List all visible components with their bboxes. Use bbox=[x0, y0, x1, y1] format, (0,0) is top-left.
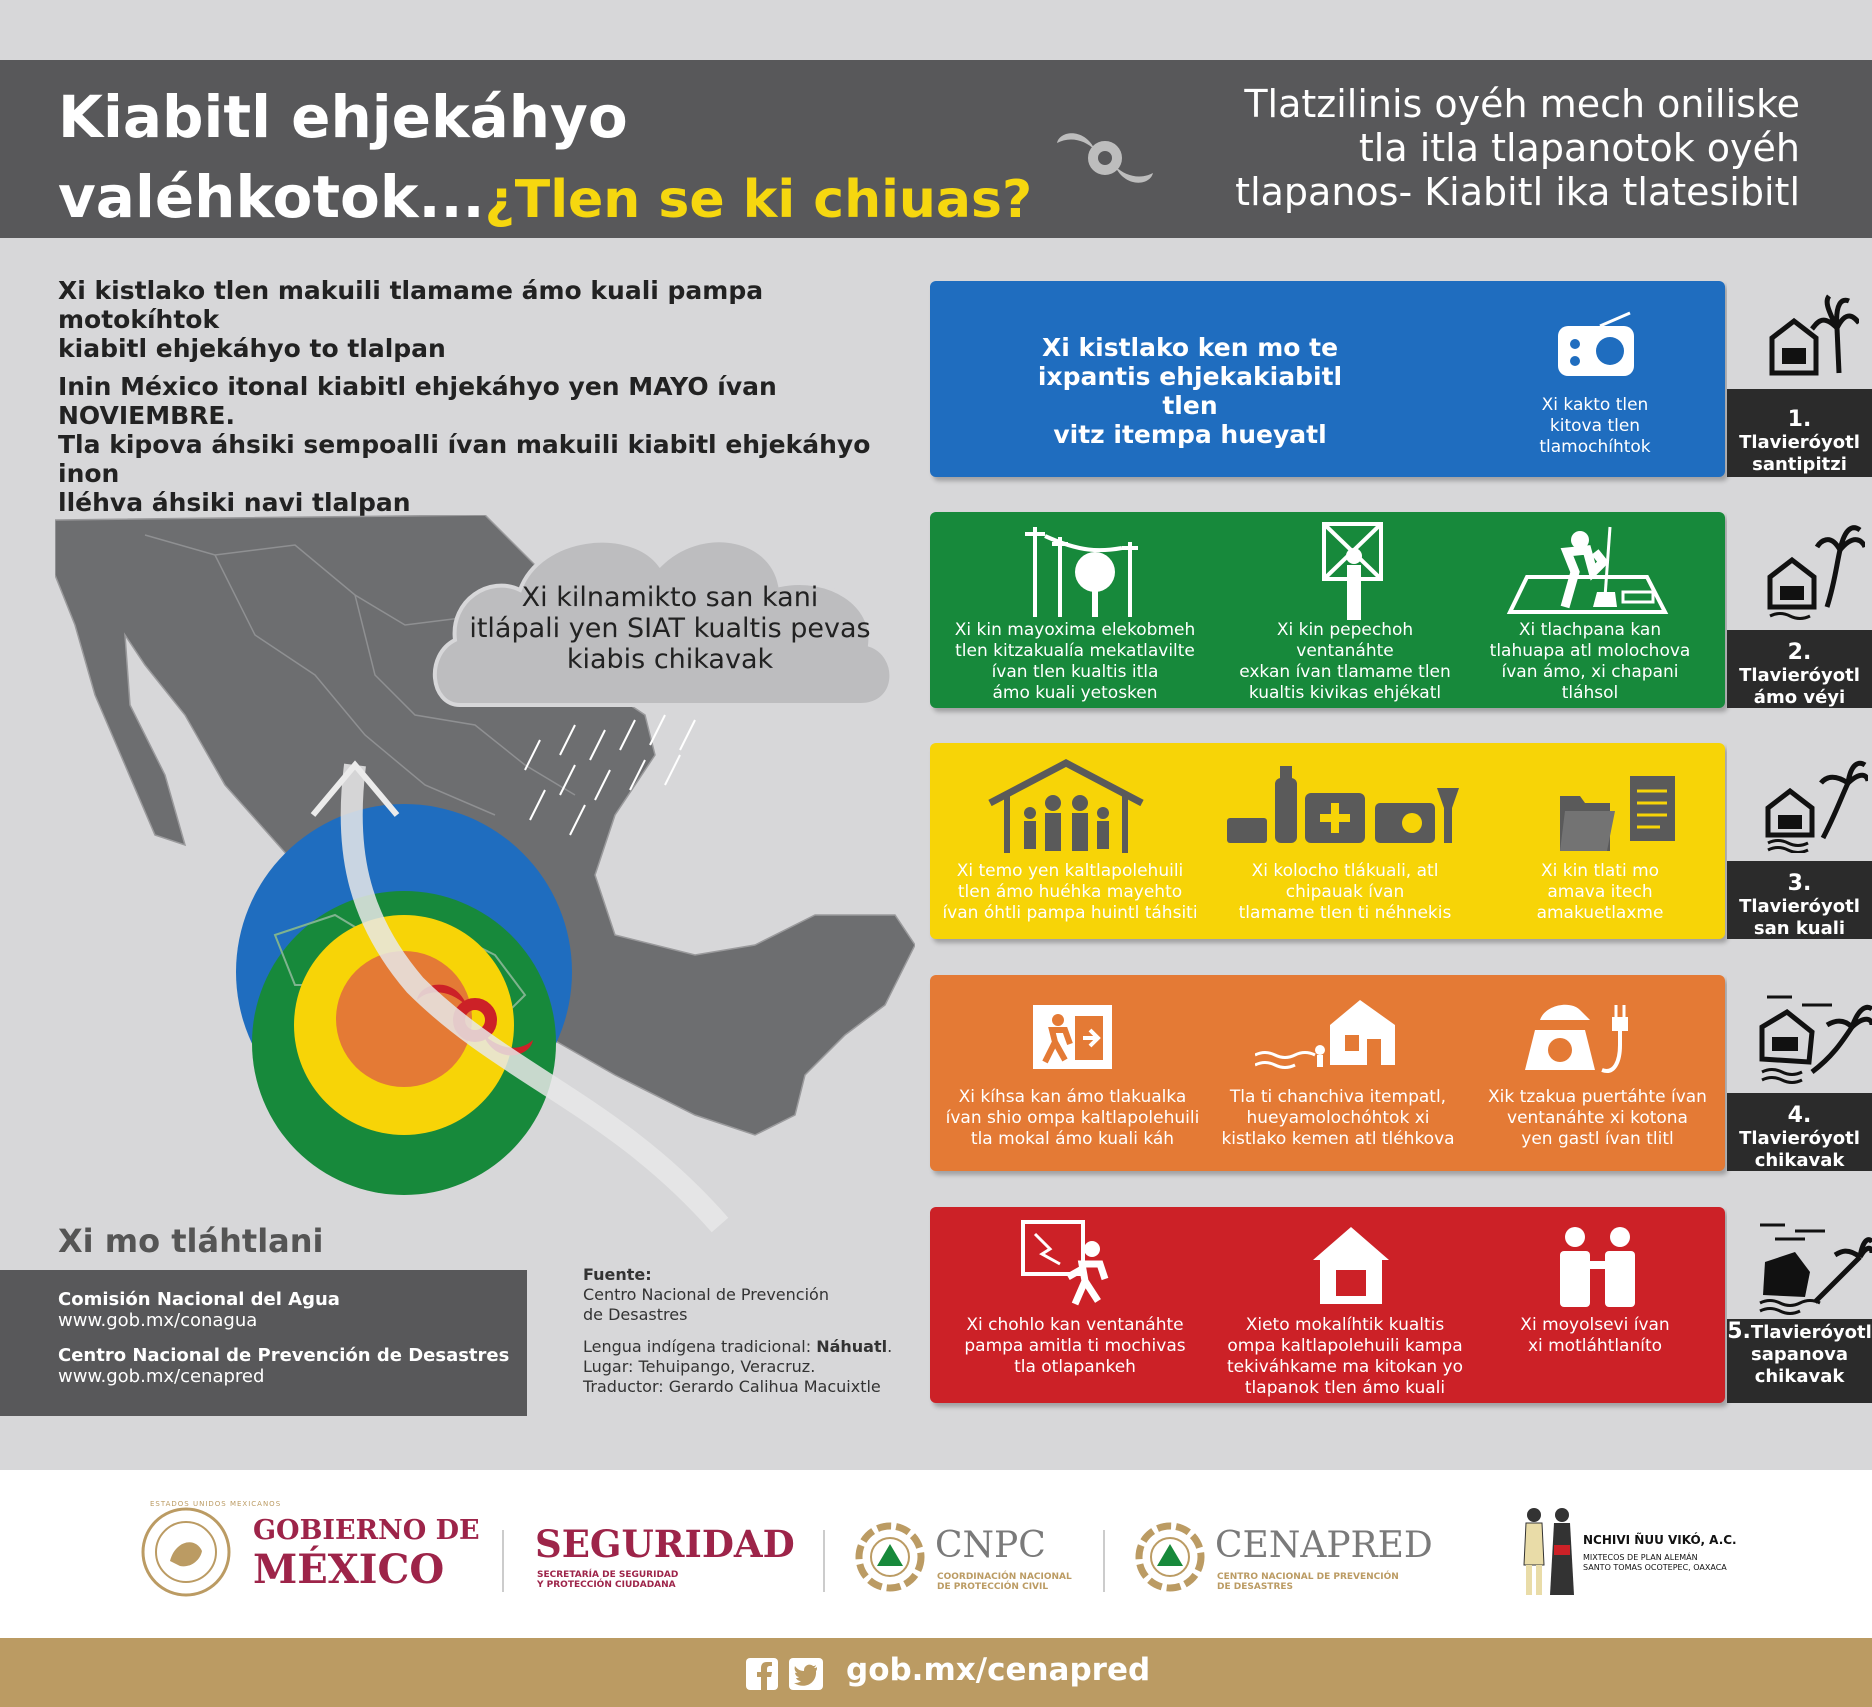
level-2-label: 2. Tlavieróyotl ámo véyi bbox=[1727, 630, 1872, 708]
support-people-icon bbox=[1550, 1225, 1645, 1307]
level-5-item-1: Xi chohlo kan ventanáhte pampa amitla ti mochivas tla otlapankeh bbox=[964, 1315, 1186, 1377]
contact-org-conagua: Comisión Nacional del Agua bbox=[58, 1289, 340, 1310]
level-3-item-1: Xi temo yen kaltlapolehuili tlen ámo huéhka mayehto ívan óhtli pampa huintl táhsiti bbox=[942, 861, 1198, 923]
level-1-item-1: Xi kakto tlen kitova tlen tlamochíhtok bbox=[1539, 395, 1651, 457]
level-1-tab bbox=[1727, 281, 1872, 477]
intro-line: Xi kistlako tlen makuili tlamame ámo kuali pampa motokíhtok bbox=[58, 276, 764, 334]
house-palm-calm-icon bbox=[1767, 293, 1859, 377]
house-palm-wind-icon bbox=[1765, 522, 1865, 622]
power-lines-tree-icon bbox=[1020, 522, 1145, 622]
source-org: de Desastres bbox=[583, 1305, 688, 1324]
seal-lettering: ESTADOS UNIDOS MEXICANOS bbox=[150, 1500, 282, 1508]
source-label: Fuente: bbox=[583, 1265, 652, 1284]
documents-folder-icon bbox=[1555, 771, 1680, 856]
level-2-tab bbox=[1727, 512, 1872, 708]
level-3-item-2: Xi kolocho tlákuali, atl chipauak ívan tlamame tlen ti néhnekis bbox=[1238, 861, 1452, 923]
contact-link-conagua[interactable]: www.gob.mx/conagua bbox=[58, 1310, 258, 1331]
mexico-seal-icon bbox=[140, 1506, 232, 1598]
cenapred-sub: CENTRO NACIONAL DE PREVENCIÓN DE DESASTRES bbox=[1217, 1572, 1399, 1592]
cenapred-emblem-icon bbox=[1135, 1522, 1205, 1592]
gas-electric-shutoff-icon bbox=[1520, 995, 1640, 1080]
flooded-house-icon bbox=[1255, 995, 1415, 1075]
twitter-icon[interactable] bbox=[789, 1658, 823, 1690]
title-question: ¿Tlen se ki chiuas? bbox=[484, 170, 1033, 230]
source-org: Centro Nacional de Prevención bbox=[583, 1285, 829, 1304]
level-3-tab bbox=[1727, 743, 1872, 939]
level-3-card bbox=[930, 743, 1725, 939]
footer-url-link[interactable]: gob.mx/cenapred bbox=[846, 1652, 1151, 1688]
shelter-family-icon bbox=[985, 758, 1147, 858]
level-5-tab bbox=[1727, 1207, 1872, 1403]
gob-logo-line1: GOBIERNO DE bbox=[253, 1515, 480, 1546]
source-credits bbox=[583, 1265, 913, 1397]
level-5-item-2: Xieto mokalíhtik kualtis ompa kaltlapolehuili kampa tekiváhkame ma kitokan yo tlapanok tlen ámo kuali bbox=[1227, 1315, 1463, 1398]
house-palm-extreme-icon bbox=[1755, 1217, 1872, 1317]
level-1-headline: Xi kistlako ken mo te ixpantis ehjekakiabitl tlen vitz itempa hueyatl bbox=[1037, 333, 1343, 449]
house-palm-strong-wind-icon bbox=[1763, 753, 1868, 853]
intro-paragraph-2 bbox=[58, 372, 918, 517]
source-place: Lugar: Tehuipango, Veracruz. bbox=[583, 1357, 816, 1376]
window-shatter-run-icon bbox=[1020, 1219, 1115, 1309]
intro-line: lléhva áhsiki navi tlalpan bbox=[58, 488, 411, 517]
title-line-2 bbox=[58, 163, 1033, 231]
level-4-card bbox=[930, 975, 1725, 1171]
level-5-card bbox=[930, 1207, 1725, 1403]
intro-line: Tla kipova áhsiki sempoalli ívan makuili kiabitl ehjekáhyo inon bbox=[58, 430, 871, 488]
contact-org-cenapred: Centro Nacional de Prevención de Desastres bbox=[58, 1345, 510, 1366]
intro-line: kiabitl ehjekáhyo to tlalpan bbox=[58, 334, 446, 363]
source-translator: Traductor: Gerardo Calihua Macuixtle bbox=[583, 1377, 881, 1396]
hurricane-symbol-icon bbox=[1055, 118, 1155, 194]
level-4-item-1: Xi kíhsa kan ámo tlakualka ívan shio ompa kaltlapolehuili tla mokal ámo kuali káh bbox=[945, 1087, 1200, 1149]
house-shelter-icon bbox=[1310, 1222, 1392, 1307]
level-1-label: 1. Tlavieróyotl santipitzi bbox=[1727, 389, 1872, 477]
level-3-item-3: Xi kin tlati mo amava itech amakuetlaxme bbox=[1536, 861, 1664, 923]
level-1-card bbox=[930, 281, 1725, 477]
subtitle-line: tla itla tlapanotok oyéh bbox=[1358, 126, 1800, 170]
cnpc-sub: COORDINACIÓN NACIONAL DE PROTECCIÓN CIVIL bbox=[937, 1572, 1072, 1592]
supplies-kit-icon bbox=[1227, 763, 1462, 848]
cloud-message bbox=[455, 582, 885, 675]
house-palm-storm-icon bbox=[1757, 987, 1872, 1087]
indigenous-couple-icon bbox=[1518, 1505, 1580, 1600]
title-white-part: valéhkotok... bbox=[58, 163, 485, 231]
cnpc-emblem-icon bbox=[855, 1522, 925, 1592]
level-5-label: 5.Tlavieróyotl sapanova chikavak bbox=[1727, 1319, 1872, 1403]
seguridad-sub: SECRETARÍA DE SEGURIDAD Y PROTECCIÓN CIUDADANA bbox=[537, 1570, 679, 1590]
boarded-window-person-icon bbox=[1320, 520, 1385, 620]
cloud-line: Xi kilnamikto san kani bbox=[521, 582, 819, 613]
seguridad-logo: SEGURIDAD bbox=[535, 1522, 795, 1566]
evacuate-exit-icon bbox=[1030, 1002, 1115, 1072]
radio-icon bbox=[1555, 311, 1637, 381]
ong-sub: MIXTECOS DE PLAN ALEMÁN SANTO TOMAS OCOTEPEC, OAXACA bbox=[1583, 1553, 1727, 1572]
sweeping-drain-icon bbox=[1505, 522, 1670, 617]
subtitle-line: tlapanos- Kiabitl ika tlatesibitl bbox=[1235, 170, 1800, 214]
cloud-line: kiabis chikavak bbox=[566, 644, 774, 675]
cnpc-logo: CNPC bbox=[935, 1525, 1046, 1566]
title-line-1: Kiabitl ehjekáhyo bbox=[58, 83, 628, 151]
level-2-item-3: Xi tlachpana kan tlahuapa atl molochova ívan ámo, xi chapani tláhsol bbox=[1489, 620, 1691, 703]
gob-logo-line2: MÉXICO bbox=[253, 1546, 445, 1593]
level-4-label: 4. Tlavieróyotl chikavak bbox=[1727, 1093, 1872, 1171]
level-4-item-2: Tla ti chanchiva itempatl, hueyamolochóhtok xi kistlako kemen atl tléhkova bbox=[1221, 1087, 1455, 1149]
level-2-item-1: Xi kin mayoxima elekobmeh tlen kitzakualía mekatlavilte ívan tlen kualtis itla ámo kuali yetosken bbox=[954, 620, 1196, 703]
intro-line: Inin México itonal kiabitl ehjekáhyo yen MAYO ívan NOVIEMBRE. bbox=[58, 372, 777, 430]
facebook-icon[interactable] bbox=[746, 1658, 778, 1690]
intro-paragraph-1 bbox=[58, 276, 918, 363]
level-3-label: 3. Tlavieróyotl san kuali bbox=[1727, 861, 1872, 939]
subtitle-line: Tlatzilinis oyéh mech oniliske bbox=[1244, 82, 1800, 126]
subtitle bbox=[1200, 82, 1800, 214]
level-5-item-3: Xi moyolsevi ívan xi motláhtlaníto bbox=[1520, 1315, 1670, 1356]
level-4-item-3: Xik tzakua puertáhte ívan ventanáhte xi kotona yen gastl ívan tlitl bbox=[1488, 1087, 1707, 1149]
contact-link-cenapred[interactable]: www.gob.mx/cenapred bbox=[58, 1366, 265, 1387]
cenapred-logo: CENAPRED bbox=[1215, 1525, 1433, 1566]
source-language: Lengua indígena tradicional: Náhuatl. bbox=[583, 1337, 893, 1356]
level-4-tab bbox=[1727, 975, 1872, 1171]
contact-title: Xi mo tláhtlani bbox=[58, 1222, 324, 1260]
level-2-card bbox=[930, 512, 1725, 708]
cloud-line: itlápali yen SIAT kualtis pevas bbox=[469, 613, 871, 644]
ong-logo: NCHIVI ÑUU VIKÓ, A.C. bbox=[1583, 1533, 1737, 1547]
level-2-item-2: Xi kin pepechoh ventanáhte exkan ívan tlamame tlen kualtis kivikas ehjékatl bbox=[1239, 620, 1451, 703]
